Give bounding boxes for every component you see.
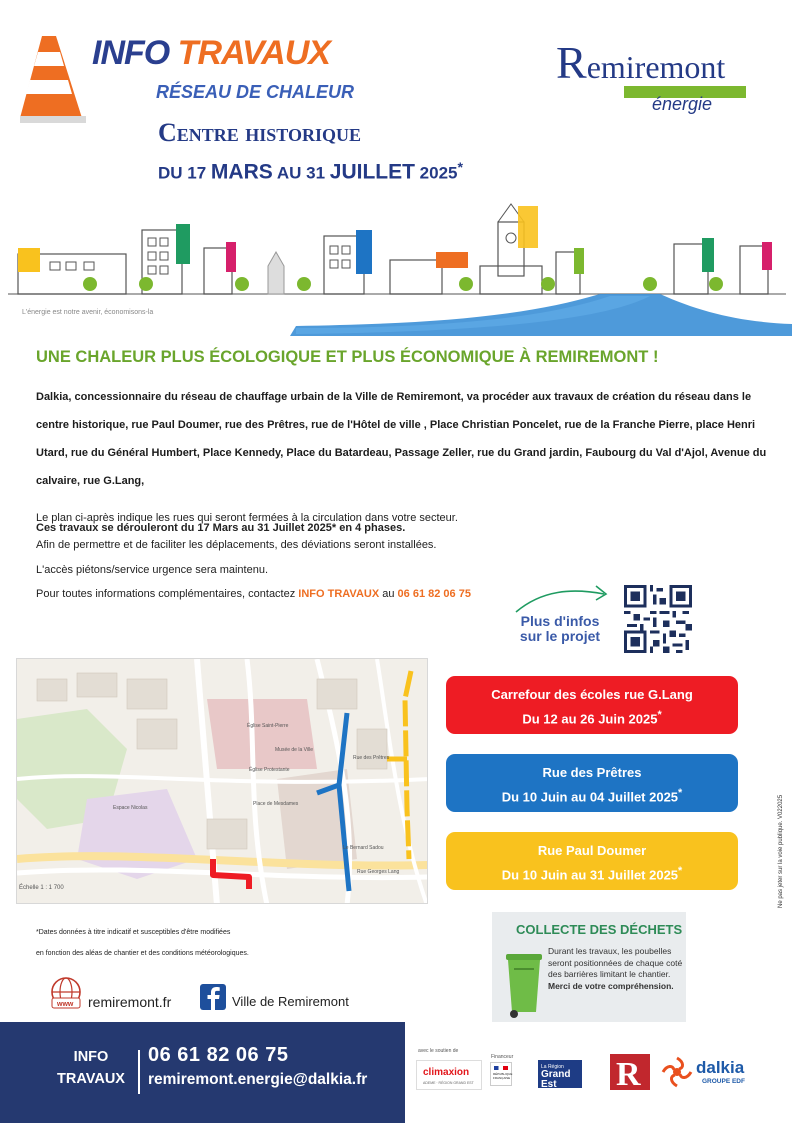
map-label: Rue des Prêtres (353, 755, 390, 761)
page-title: Centre historique (158, 118, 361, 147)
works-map[interactable] (16, 658, 428, 904)
contact-phone: 06 61 82 06 75 (397, 588, 471, 600)
info-travaux-brand: INFO TRAVAUX (92, 34, 330, 72)
phase-card-rue-des-pretres: Rue des Prêtres Du 10 Juin au 04 Juillet 2025* (446, 754, 738, 812)
waste-collection-notice: COLLECTE DES DÉCHETS Durant les travaux, les poubelles seront positionnées de chaque coté des barrières limitant le chantier. Merci de votre compréhension. (492, 912, 686, 1022)
partner-logos: avec le soutien de Financeur climaxion ADEME · RÉGION GRAND EST RÉPUBLIQUE FRANÇAISE La Région Grand Est (414, 1048, 614, 1094)
tagline: UNE CHALEUR PLUS ÉCOLOGIQUE ET PLUS ÉCONOMIQUE À REMIREMONT ! (36, 348, 659, 366)
globe-icon (48, 976, 84, 1014)
map-label: Église Protestante (249, 767, 290, 773)
intro-paragraph: Dalkia, concessionnaire du réseau de chauffage urbain de la Ville de Remiremont, va procéder aux travaux de création du réseau dans le centre historique, rue Paul Doumer, rue des Prêtres, rue de l'Hôtel de ville , Place Christian Poncelet, rue de la Franche Pierre, place Henri Utard, rue du Général Humbert, Place Kennedy, Place du Batardeau, Passage Zeller, rue du Grand jardin, Faubourg du Val d'Ajol, Avenue du calvaire, rue G.Lang, (36, 391, 767, 487)
side-legal-note: Ne pas jeter sur la voie publique. V022025 (778, 794, 784, 908)
traffic-cone-icon (20, 34, 86, 124)
svg-text:www: www (57, 1001, 74, 1008)
plan-paragraph: Le plan ci-après indique les rues qui seront fermées à la circulation dans votre secteur. (36, 512, 458, 524)
dalkia-swirl-icon (660, 1056, 694, 1088)
map-label: Espace Nicolas (113, 805, 148, 811)
curved-arrow-icon (512, 580, 612, 616)
map-label: Place de Mesdames (253, 801, 299, 807)
dates-disclaimer: *Dates données à titre indicatif et susceptibles d'être modifiées en fonction des aléas de chantier et des conditions météorologiques. (36, 929, 249, 957)
deviations-paragraph: Afin de permettre et de faciliter les déplacements, des déviations seront installées. (36, 539, 437, 551)
map-label: Musée de la Ville (275, 747, 313, 753)
remiremont-energie-logo: Remiremont énergie (556, 36, 746, 112)
facebook-icon (200, 984, 226, 1010)
map-label: Le Bernard Sadou (343, 845, 384, 851)
footer-email[interactable]: remiremont.energie@dalkia.fr (148, 1071, 368, 1088)
city-skyline-illustration (0, 186, 794, 336)
phase-card-rue-g-lang: Carrefour des écoles rue G.Lang Du 12 au 26 Juin 2025* (446, 676, 738, 734)
qr-code[interactable] (624, 585, 692, 653)
trash-bin-icon (502, 946, 546, 1018)
climaxion-logo: climaxion ADEME · RÉGION GRAND EST (416, 1060, 482, 1090)
map-label: Rue Georges Lang (357, 869, 400, 875)
skyline-caption: L'énergie est notre avenir, économisons-la (22, 309, 154, 316)
map-scale: Échelle 1 : 1 700 (19, 885, 64, 891)
website-link[interactable]: www remiremont.fr (48, 976, 198, 1018)
plus-infos-callout: Plus d'infos sur le projet (496, 578, 616, 650)
remiremont-city-logo (608, 1052, 652, 1092)
svg-text:R: R (616, 1056, 641, 1092)
footer-phone[interactable]: 06 61 82 06 75 (148, 1044, 289, 1066)
dalkia-logo: dalkia GROUPE EDF (660, 1052, 780, 1092)
access-paragraph: L'accès piétons/service urgence sera maintenu. (36, 564, 269, 576)
map-label: Église Saint-Pierre (247, 723, 289, 729)
contact-paragraph: Pour toutes informations complémentaires, contactez INFO TRAVAUX au 06 61 82 06 75 (36, 588, 471, 600)
grand-est-logo: La Région Grand Est (538, 1060, 582, 1088)
reseau-chaleur-brand: RÉSEAU DE CHALEUR (156, 82, 355, 102)
facebook-link[interactable]: Ville de Remiremont (200, 984, 370, 1014)
phases-paragraph: Ces travaux se dérouleront du 17 Mars au 31 Juillet 2025* en 4 phases. (36, 522, 406, 534)
republique-francaise-logo: RÉPUBLIQUE FRANÇAISE (490, 1062, 512, 1086)
phase-card-rue-paul-doumer: Rue Paul Doumer Du 10 Juin au 31 Juillet 2025* (446, 832, 738, 890)
date-range-title: DU 17 MARS AU 31 JUILLET 2025* (158, 160, 464, 184)
footer-contact-band: INFO TRAVAUX 06 61 82 06 75 remiremont.energie@dalkia.fr (0, 1022, 405, 1123)
